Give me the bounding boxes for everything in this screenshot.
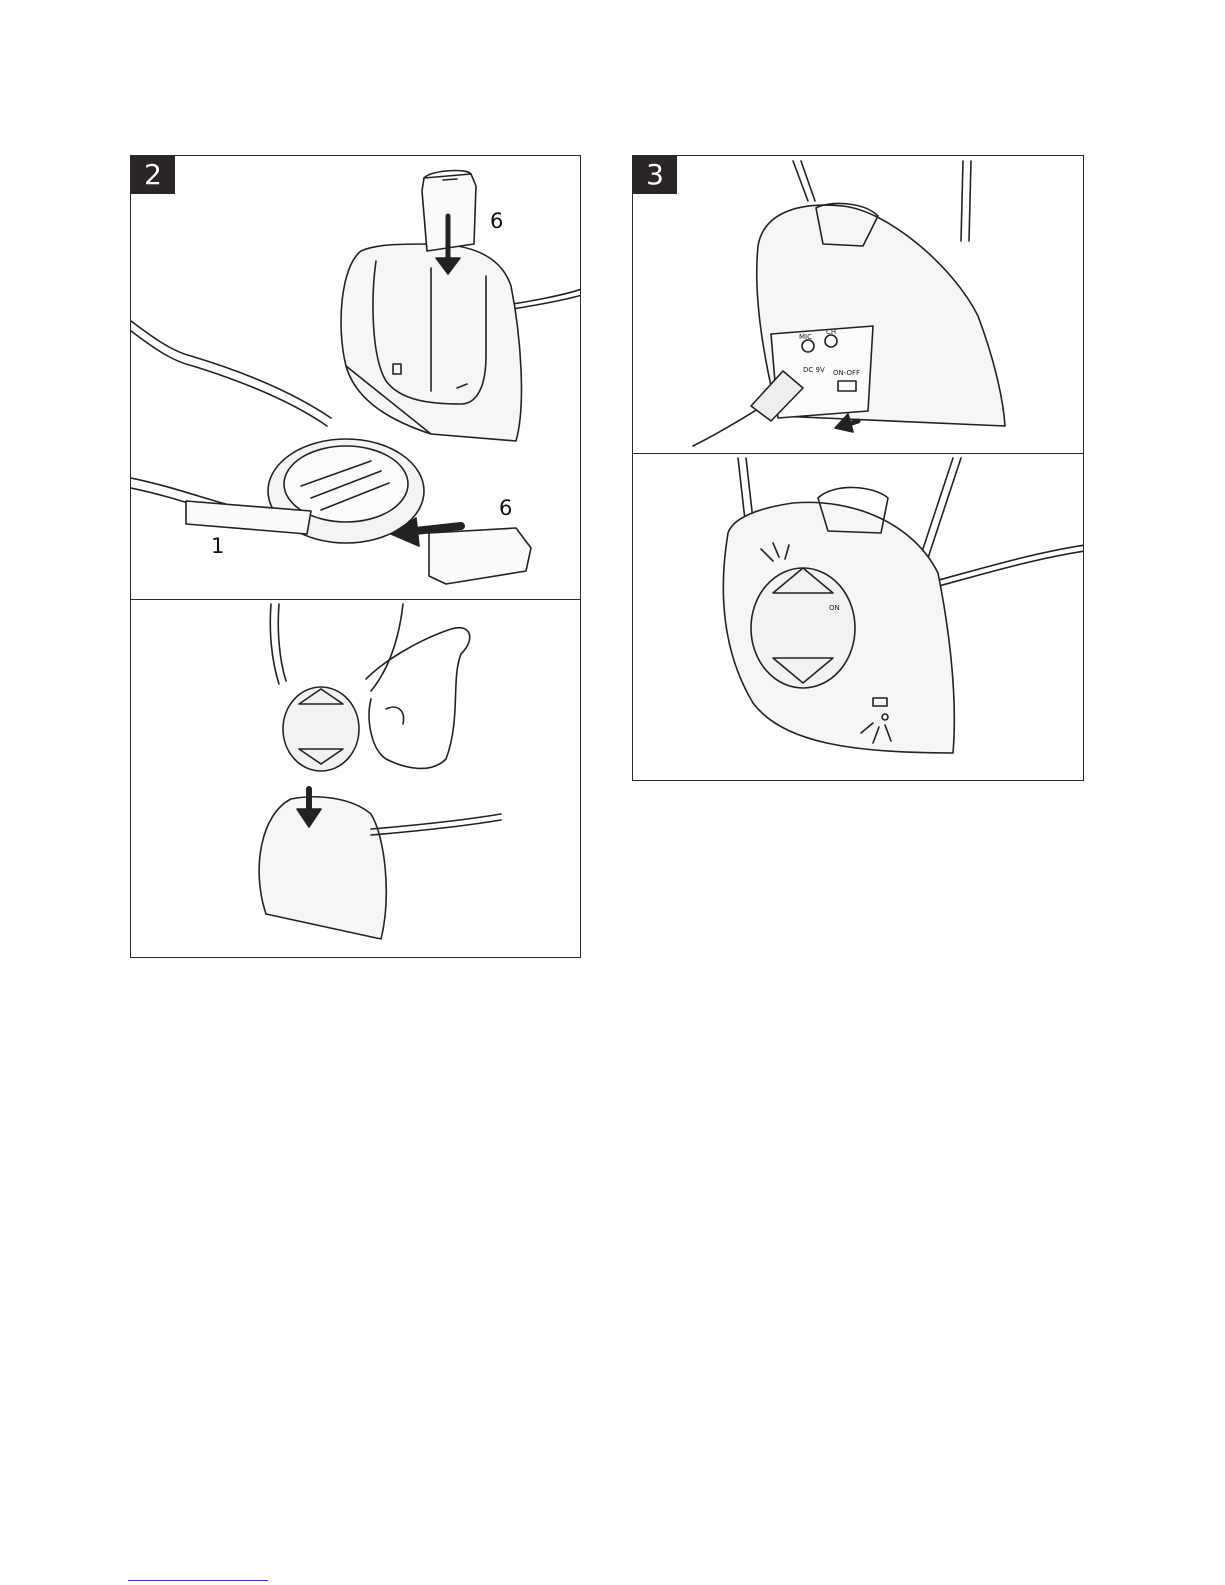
footer-rule	[128, 1580, 268, 1581]
label-ch: CH	[826, 328, 837, 336]
label-on: ON	[829, 604, 840, 612]
charging-illustration	[633, 453, 1084, 781]
power-connection-illustration	[633, 156, 1084, 453]
callout-headphone: 1	[211, 534, 225, 558]
callout-battery-bottom: 6	[499, 496, 513, 520]
figure-3-badge: 3	[633, 156, 677, 194]
figure-3-panel	[632, 155, 1084, 781]
label-mic: MIC	[799, 333, 812, 341]
battery-insert-illustration	[131, 156, 581, 599]
figure-2-badge: 2	[131, 156, 175, 194]
label-dc: DC 9V	[803, 366, 825, 374]
place-headphones-illustration	[131, 599, 581, 958]
figure-2-panel	[130, 155, 581, 958]
callout-battery-top: 6	[490, 209, 504, 233]
label-onoff: ON-OFF	[833, 369, 861, 377]
